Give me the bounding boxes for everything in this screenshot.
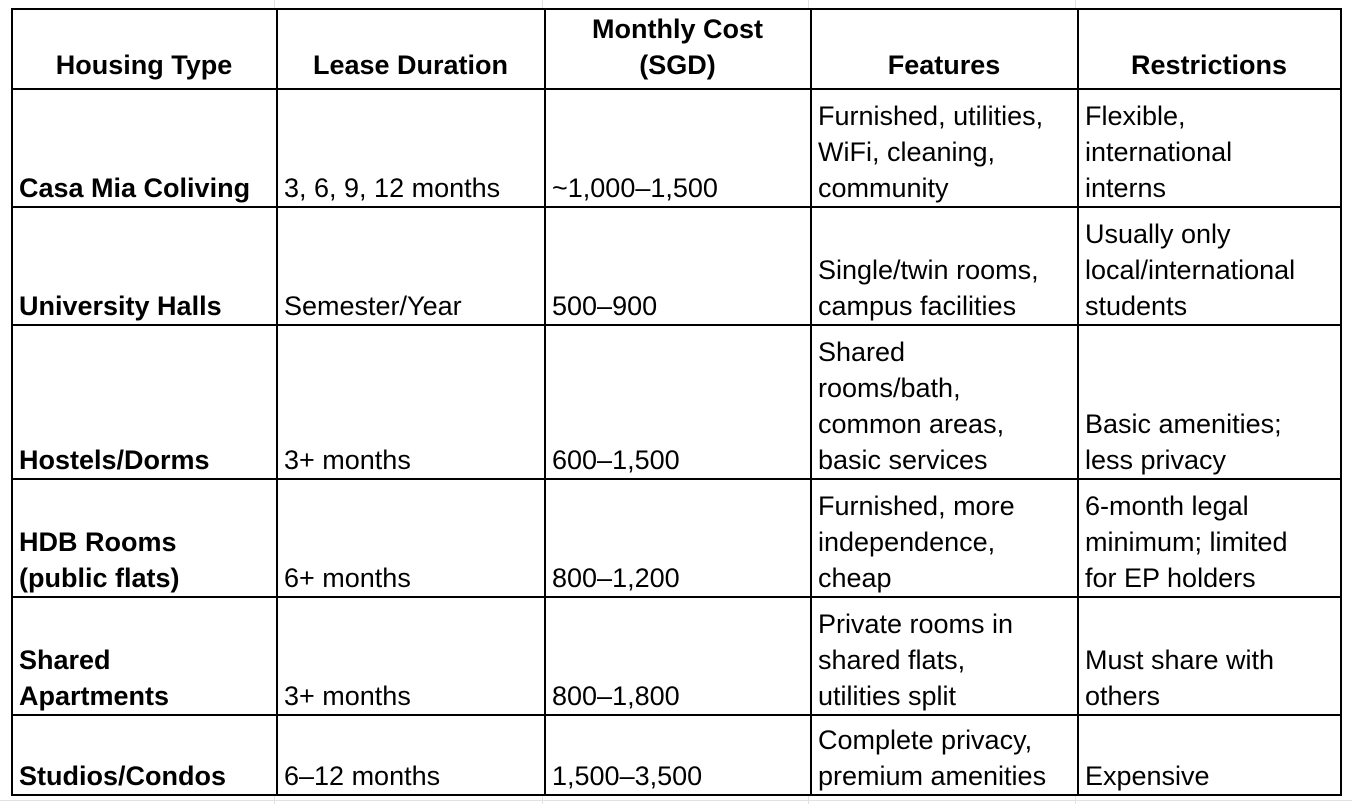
cell-housing-type[interactable]: Hostels/Dorms bbox=[12, 325, 277, 479]
cell-features[interactable]: Shared rooms/bath, common areas, basic services bbox=[811, 325, 1078, 479]
header-lease-duration[interactable]: Lease Duration bbox=[277, 9, 545, 89]
sheet-gridline bbox=[0, 800, 1352, 801]
table-row bbox=[12, 479, 1341, 597]
cell-monthly-cost[interactable]: 1,500–3,500 bbox=[545, 715, 811, 795]
header-restrictions[interactable]: Restrictions bbox=[1078, 9, 1341, 89]
header-monthly-cost[interactable]: Monthly Cost (SGD) bbox=[545, 9, 811, 89]
cell-lease-duration[interactable]: Semester/Year bbox=[277, 207, 545, 325]
cell-restrictions[interactable]: 6-month legal minimum; limited for EP holders bbox=[1078, 479, 1341, 597]
table-row bbox=[12, 207, 1341, 325]
cell-housing-type[interactable]: Shared Apartments bbox=[12, 597, 277, 715]
header-row bbox=[12, 9, 1341, 89]
table-row bbox=[12, 715, 1341, 795]
cell-features[interactable]: Single/twin rooms, campus facilities bbox=[811, 207, 1078, 325]
table-row bbox=[12, 325, 1341, 479]
cell-restrictions[interactable]: Must share with others bbox=[1078, 597, 1341, 715]
cell-monthly-cost[interactable]: 600–1,500 bbox=[545, 325, 811, 479]
cell-restrictions[interactable]: Usually only local/international students bbox=[1078, 207, 1341, 325]
cell-monthly-cost[interactable]: 500–900 bbox=[545, 207, 811, 325]
cell-housing-type[interactable]: Studios/Condos bbox=[12, 715, 277, 795]
cell-housing-type[interactable]: University Halls bbox=[12, 207, 277, 325]
cell-monthly-cost[interactable]: ~1,000–1,500 bbox=[545, 89, 811, 207]
cell-lease-duration[interactable]: 6–12 months bbox=[277, 715, 545, 795]
cell-lease-duration[interactable]: 3+ months bbox=[277, 597, 545, 715]
table-row bbox=[12, 597, 1341, 715]
cell-restrictions[interactable]: Expensive bbox=[1078, 715, 1341, 795]
cell-features[interactable]: Furnished, more independence, cheap bbox=[811, 479, 1078, 597]
header-features[interactable]: Features bbox=[811, 9, 1078, 89]
cell-lease-duration[interactable]: 3, 6, 9, 12 months bbox=[277, 89, 545, 207]
cell-lease-duration[interactable]: 3+ months bbox=[277, 325, 545, 479]
header-housing-type[interactable]: Housing Type bbox=[12, 9, 277, 89]
table-row bbox=[12, 89, 1341, 207]
cell-lease-duration[interactable]: 6+ months bbox=[277, 479, 545, 597]
cell-housing-type[interactable]: Casa Mia Coliving bbox=[12, 89, 277, 207]
cell-restrictions[interactable]: Flexible, international interns bbox=[1078, 89, 1341, 207]
housing-comparison-table bbox=[11, 8, 1342, 796]
cell-features[interactable]: Complete privacy, premium amenities bbox=[811, 715, 1078, 795]
cell-monthly-cost[interactable]: 800–1,800 bbox=[545, 597, 811, 715]
cell-features[interactable]: Furnished, utilities, WiFi, cleaning, community bbox=[811, 89, 1078, 207]
cell-restrictions[interactable]: Basic amenities; less privacy bbox=[1078, 325, 1341, 479]
cell-monthly-cost[interactable]: 800–1,200 bbox=[545, 479, 811, 597]
cell-features[interactable]: Private rooms in shared flats, utilities split bbox=[811, 597, 1078, 715]
cell-housing-type[interactable]: HDB Rooms (public flats) bbox=[12, 479, 277, 597]
